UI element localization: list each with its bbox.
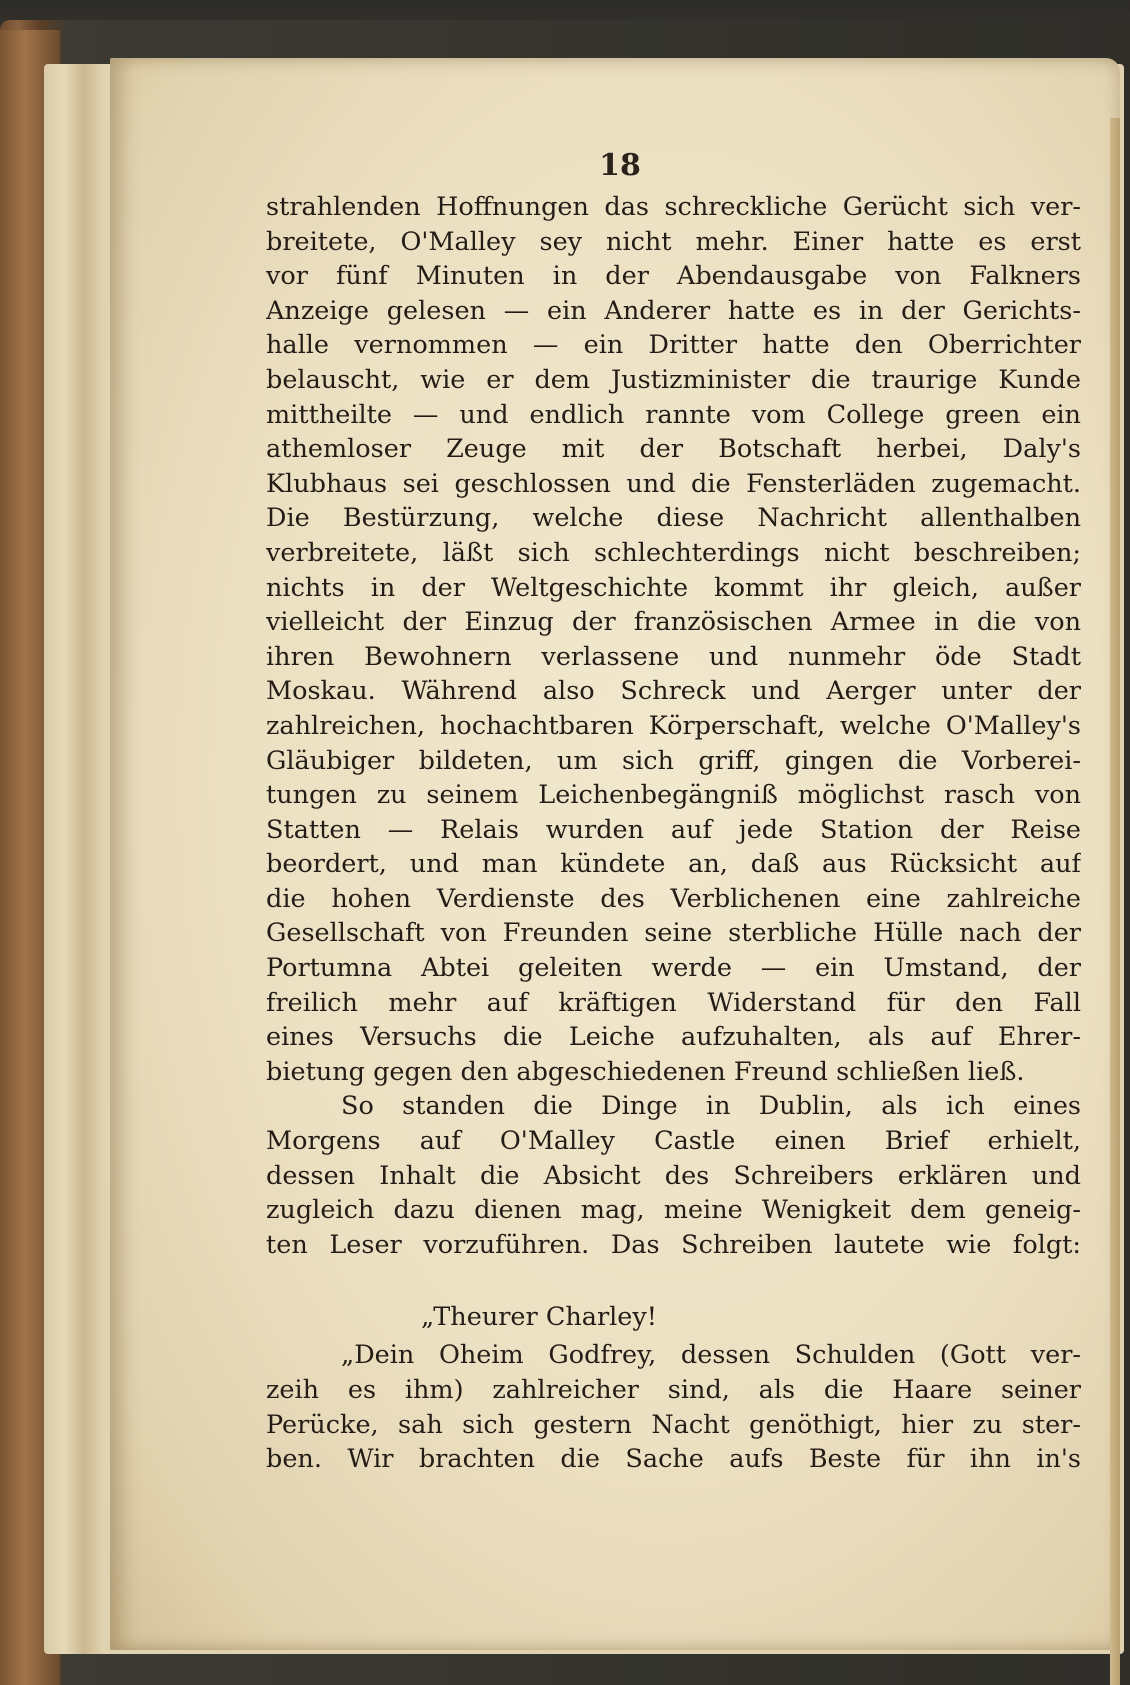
- text-line: nichts in der Weltgeschichte kommt ihr gleich, außer: [266, 572, 1081, 603]
- text-line: breitete, O'Malley sey nicht mehr. Einer hatte es erst: [266, 226, 1081, 257]
- letter-body: [266, 1338, 1081, 1476]
- text-line: ten Leser vorzuführen. Das Schreiben lautete wie folgt:: [266, 1229, 1081, 1260]
- text-line: Gläubiger bildeten, um sich griff, gingen die Vorberei-: [266, 745, 1081, 776]
- text-line: Anzeige gelesen — ein Anderer hatte es in der Gerichts-: [266, 295, 1081, 326]
- text-line: „Dein Oheim Godfrey, dessen Schulden (Gott ver-: [341, 1340, 1081, 1371]
- text-line: Gesellschaft von Freunden seine sterbliche Hülle nach der: [266, 918, 1081, 949]
- text-line: So standen die Dinge in Dublin, als ich eines: [341, 1091, 1081, 1122]
- text-line: dessen Inhalt die Absicht des Schreibers erklären und: [266, 1160, 1081, 1191]
- text-line: athemloser Zeuge mit der Botschaft herbei, Daly's: [266, 434, 1081, 465]
- text-line: Statten — Relais wurden auf jede Station der Reise: [266, 814, 1081, 845]
- text-line: vor fünf Minuten in der Abendausgabe von Falkners: [266, 261, 1081, 292]
- text-line: mittheilte — und endlich rannte vom College green ein: [266, 399, 1081, 430]
- text-line: Perücke, sah sich gestern Nacht genöthigt, hier zu ster-: [266, 1409, 1081, 1440]
- text-line: zugleich dazu dienen mag, meine Wenigkeit dem geneig-: [266, 1195, 1081, 1226]
- text-line: verbreitete, läßt sich schlechterdings nicht beschreiben;: [266, 537, 1081, 568]
- text-line: Klubhaus sei geschlossen und die Fensterläden zugemacht.: [266, 468, 1081, 499]
- blank-gap: [266, 1262, 1081, 1296]
- paragraph-2: [266, 1089, 1081, 1262]
- text-line: ihren Bewohnern verlassene und nunmehr öde Stadt: [266, 641, 1081, 672]
- page-edge: [1110, 118, 1120, 1685]
- page-number: 18: [599, 148, 641, 183]
- text-line: halle vernommen — ein Dritter hatte den Oberrichter: [266, 330, 1081, 361]
- text-line: vielleicht der Einzug der französischen Armee in die von: [266, 607, 1081, 638]
- text-line: zahlreichen, hochachtbaren Körperschaft, welche O'Malley's: [266, 710, 1081, 741]
- text-line: freilich mehr auf kräftigen Widerstand für den Fall: [266, 987, 1081, 1018]
- text-line: tungen zu seinem Leichenbegängniß möglichst rasch von: [266, 780, 1081, 811]
- text-line: zeih es ihm) zahlreicher sind, als die Haare seiner: [266, 1375, 1081, 1405]
- page-text: [266, 190, 1081, 1477]
- text-line: Portumna Abtei geleiten werde — ein Umstand, der: [266, 953, 1081, 984]
- paragraph-1: [266, 190, 1081, 1089]
- text-line: Die Bestürzung, welche diese Nachricht allenthalben: [266, 503, 1081, 534]
- text-line: belauscht, wie er dem Justizminister die traurige Kunde: [266, 364, 1081, 395]
- text-line: beordert, und man kündete an, daß aus Rücksicht auf: [266, 849, 1081, 880]
- text-line: bietung gegen den abgeschiedenen Freund schließen ließ.: [266, 1056, 1025, 1087]
- text-line: ben. Wir brachten die Sache aufs Beste für ihn in's: [266, 1444, 1081, 1475]
- letter-salutation: „Theurer Charley!: [421, 1302, 658, 1333]
- text-line: eines Versuchs die Leiche aufzuhalten, als auf Ehrer-: [266, 1022, 1081, 1053]
- text-line: strahlenden Hoffnungen das schreckliche Gerücht sich ver-: [266, 192, 1081, 222]
- text-line: Morgens auf O'Malley Castle einen Brief erhielt,: [266, 1126, 1081, 1157]
- text-line: die hohen Verdienste des Verblichenen eine zahlreiche: [266, 883, 1081, 914]
- text-line: Moskau. Während also Schreck und Aerger unter der: [266, 676, 1081, 707]
